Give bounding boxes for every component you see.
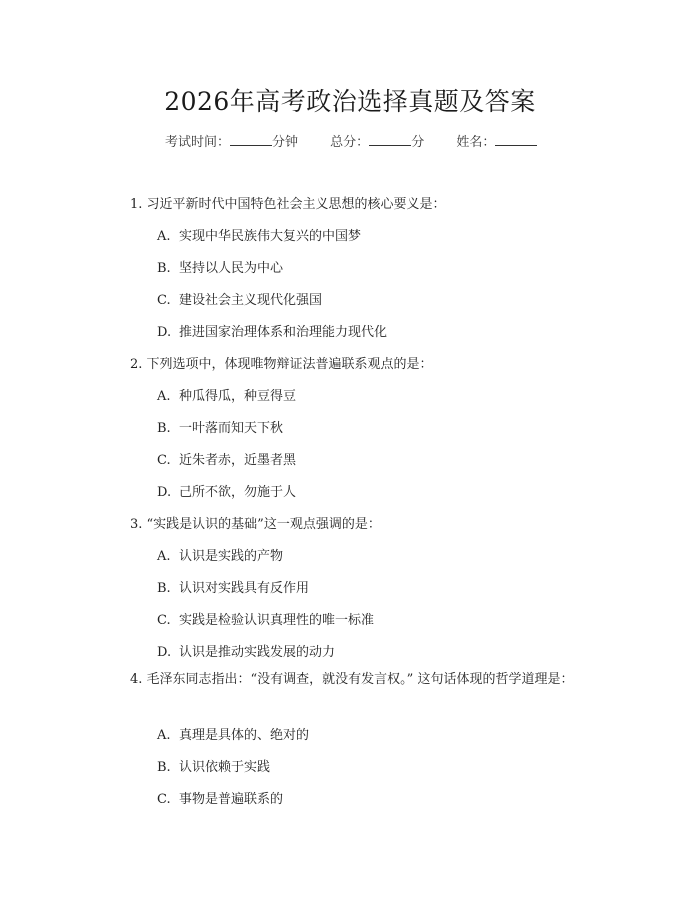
exam-time-field xyxy=(165,131,298,150)
question-2-option-d xyxy=(157,481,296,500)
option-text: 实践是检验认识真理性的唯一标准 xyxy=(179,613,375,628)
question-2-stem: 2. 下列选项中，体现唯物辩证法普遍联系观点的是： xyxy=(130,357,433,372)
option-letter: D. xyxy=(157,485,172,500)
question-3-option-c xyxy=(157,609,374,628)
option-letter: D. xyxy=(157,645,172,660)
question-2-option-b xyxy=(157,417,283,436)
option-letter: A. xyxy=(157,728,171,743)
option-text: 建设社会主义现代化强国 xyxy=(179,293,323,308)
option-text: 实现中华民族伟大复兴的中国梦 xyxy=(179,229,362,244)
total-score-unit: 分 xyxy=(411,135,425,150)
option-letter: B. xyxy=(157,581,171,596)
option-letter: C. xyxy=(157,613,171,628)
exam-time-label: 考试时间： xyxy=(165,135,231,150)
question-1-option-a xyxy=(157,225,361,244)
option-text: 真理是具体的、绝对的 xyxy=(179,728,310,743)
question-4-option-a xyxy=(157,724,309,743)
student-name-blank xyxy=(495,133,537,146)
question-3-option-a xyxy=(157,545,283,564)
option-text: 一叶落而知天下秋 xyxy=(179,421,284,436)
option-text: 认识对实践具有反作用 xyxy=(179,581,310,596)
option-text: 近朱者赤，近墨者黑 xyxy=(179,453,297,468)
option-letter: D. xyxy=(157,325,172,340)
question-3-option-d xyxy=(157,641,335,660)
question-1-stem: 1. 习近平新时代中国特色社会主义思想的核心要义是： xyxy=(130,197,446,212)
page-title: 2026年高考政治选择真题及答案 xyxy=(164,87,536,116)
total-score-label: 总分： xyxy=(330,135,370,150)
option-text: 种瓜得瓜，种豆得豆 xyxy=(179,389,297,404)
total-score-blank xyxy=(369,133,411,146)
student-name-field xyxy=(456,131,537,150)
question-3-option-b xyxy=(157,577,309,596)
question-1-option-b xyxy=(157,257,283,276)
total-score-field xyxy=(330,131,424,150)
option-text: 坚持以人民为中心 xyxy=(179,261,284,276)
exam-time-unit: 分钟 xyxy=(272,135,299,150)
question-3-stem: 3. “实践是认识的基础”这一观点强调的是： xyxy=(130,517,381,532)
student-name-label: 姓名： xyxy=(456,135,496,150)
option-text: 认识依赖于实践 xyxy=(179,760,271,775)
exam-time-blank xyxy=(230,133,272,146)
question-2-option-c xyxy=(157,449,296,468)
option-letter: C. xyxy=(157,792,171,807)
question-1-option-d xyxy=(157,321,387,340)
option-letter: C. xyxy=(157,453,171,468)
question-2-option-a xyxy=(157,385,296,404)
option-letter: B. xyxy=(157,261,171,276)
option-letter: A. xyxy=(157,549,171,564)
question-4-option-b xyxy=(157,756,270,775)
option-text: 己所不欲，勿施于人 xyxy=(179,485,297,500)
question-1-option-c xyxy=(157,289,322,308)
option-letter: B. xyxy=(157,421,171,436)
option-text: 认识是实践的产物 xyxy=(179,549,284,564)
option-text: 事物是普遍联系的 xyxy=(179,792,284,807)
option-letter: A. xyxy=(157,229,171,244)
exam-info-line xyxy=(165,131,537,150)
question-4-stem: 4. 毛泽东同志指出：“没有调查，就没有发言权。” 这句话体现的哲学道理是： xyxy=(130,672,574,687)
option-letter: A. xyxy=(157,389,171,404)
question-4-option-c xyxy=(157,788,283,807)
option-text: 推进国家治理体系和治理能力现代化 xyxy=(179,325,388,340)
option-letter: B. xyxy=(157,760,171,775)
option-text: 认识是推动实践发展的动力 xyxy=(179,645,336,660)
option-letter: C. xyxy=(157,293,171,308)
